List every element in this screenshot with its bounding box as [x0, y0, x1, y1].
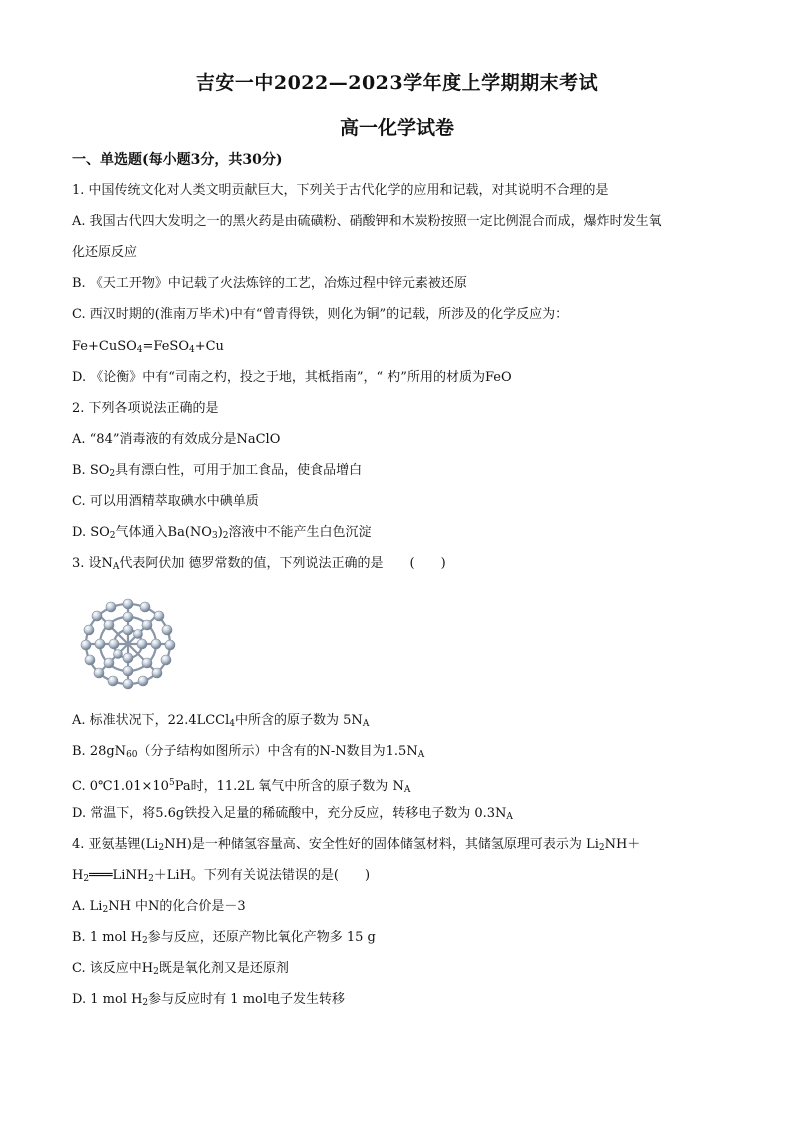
n60-molecule-figure — [72, 593, 184, 695]
q4-option-b: B. 1 mol $H_2$参与反应，还原产物比氧化产物多 15 g — [72, 930, 376, 946]
q3-option-a: A. 标准状况下，22.4LCCl$_4$中所含的原子数为 $5N_A$ — [72, 713, 370, 729]
q4-option-c: C. 该反应中$H_2$既是氧化剂又是还原剂 — [72, 961, 289, 977]
q2-option-c: C. 可以用酒精萃取碘水中碘单质 — [72, 494, 259, 509]
q1-option-b: B. 《天工开物》中记载了火法炼锌的工艺，冶炼过程中锌元素被还原 — [72, 276, 467, 291]
q1-option-a: A. 我国古代四大发明之一的黑火药是由硫磺粉、硝酸钾和木炭粉按照一定比例混合而成，爆炸时发生氧 — [72, 214, 662, 229]
q1-option-c: C. 西汉时期的(淮南万毕术)中有“曾青得铁，则化为铜”的记载，所涉及的化学反应为： — [72, 307, 569, 322]
q4-stem-continued: $H_2═══LiNH_2+LiH$。下列有关说法错误的是( ) — [72, 868, 371, 884]
q2-option-b: B. $SO_2$具有漂白性，可用于加工食品，使食品增白 — [72, 463, 363, 479]
q4-option-d: D. 1 mol $H_2$参与反应时有 1 mol电子发生转移 — [72, 992, 346, 1008]
q3-option-d: D. 常温下，将5.6g铁投入足量的稀硫酸中，充分反应，转移电子数为 $0.3N_A$ — [72, 806, 513, 822]
q4-option-a: A. $Li_2NH$ 中N的化合价是－3 — [72, 899, 246, 915]
q2-option-a: A. “84”消毒液的有效成分是NaClO — [72, 432, 281, 447]
q3-stem: 3. 设$N_A$代表阿伏加 德罗常数的值，下列说法正确的是 ( ) — [72, 556, 446, 572]
q1-option-a-continued: 化还原反应 — [72, 245, 138, 260]
section-heading: 一、单选题(每小题3分，共30分) — [72, 152, 283, 168]
q2-stem: 2. 下列各项说法正确的是 — [72, 401, 219, 416]
q1-option-d: D. 《论衡》中有“司南之杓，投之于地，其柢指南”，“ 杓”所用的材质为FeO — [72, 370, 512, 385]
q4-stem: 4. 亚氨基锂$(Li_2NH)$是一种储氢容量高、安全性好的固体储氢材料，其储氢原理可表示为 $Li_2NH+$ — [72, 837, 641, 853]
q3-option-c: C. $0℃1.01\times 10^5Pa$时，11.2L 氧气中所含的原子数为 $N_A$ — [72, 778, 411, 795]
q2-option-d: D. $SO_2$气体通入$Ba(NO_3)_2$溶液中不能产生白色沉淀 — [72, 525, 372, 541]
q1-stem: 1. 中国传统文化对人类文明贡献巨大，下列关于古代化学的应用和记载，对其说明不合理的是 — [72, 183, 609, 198]
exam-title: 吉安一中2022—2023学年度上学期期末考试 — [195, 72, 599, 94]
q1-equation: Fe+CuSO$_4$=FeSO$_4$+Cu — [72, 339, 224, 355]
exam-subtitle: 高一化学试卷 — [339, 117, 454, 139]
q3-option-b: B. $28gN_{60}$（分子结构如图所示）中含有的N-N数目为$1.5N_A$ — [72, 744, 425, 760]
